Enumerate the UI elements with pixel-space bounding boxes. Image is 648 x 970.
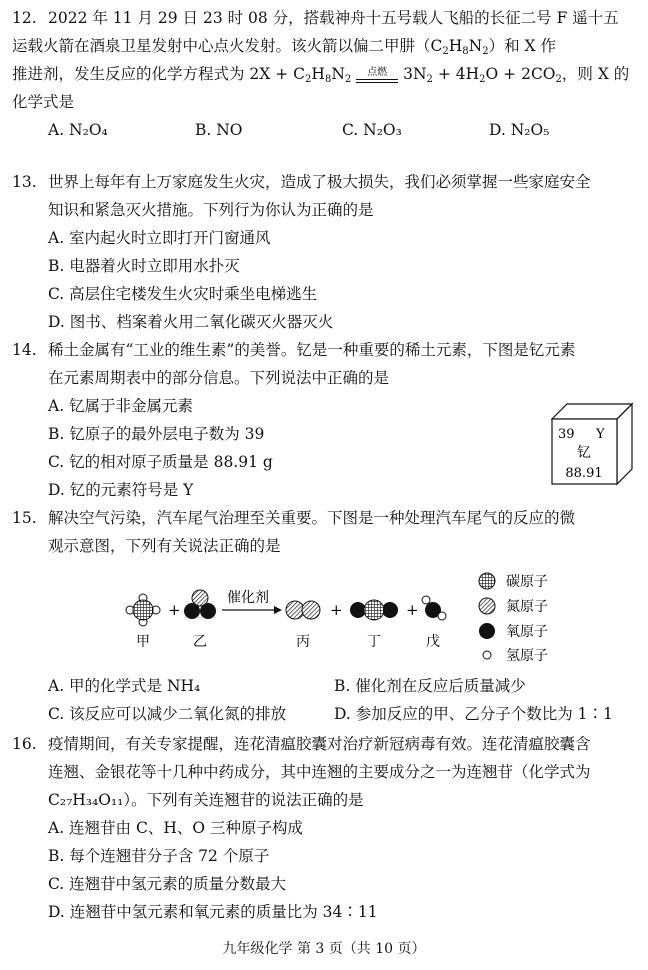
label-ding: 丁 bbox=[367, 634, 381, 650]
legend-hydrogen: 氢原子 bbox=[506, 648, 548, 664]
question-text: 运载火箭在酒泉卫星发射中心点火发射。该火箭以偏二甲肼$(C_2H_8N_2)$和 X 作 bbox=[12, 37, 556, 57]
element-name: 钇 bbox=[577, 445, 591, 461]
question-number: 14. bbox=[12, 341, 37, 359]
plus-sign: + bbox=[406, 601, 419, 619]
question-number: 15. bbox=[12, 509, 37, 527]
plus-sign: + bbox=[330, 601, 343, 619]
question-13 bbox=[12, 168, 636, 336]
question-text: 观示意图，下列有关说法正确的是 bbox=[48, 537, 281, 555]
legend-nitrogen: 氮原子 bbox=[506, 599, 548, 615]
molecule-ding bbox=[350, 600, 398, 650]
legend-carbon: 碳原子 bbox=[506, 574, 548, 590]
question-text: 2022 年 11 月 29 日 23 时 08 分，搭载神舟十五号载人飞船的长征二号 F 遥十五 bbox=[48, 9, 619, 27]
question-text: 解决空气污染，汽车尾气治理至关重要。下图是一种处理汽车尾气的反应的微 bbox=[48, 509, 576, 527]
option-c[interactable]: C. 该反应可以减少二氧化氮的排放 bbox=[48, 705, 287, 723]
question-text: 知识和紧急灭火措施。下列行为你认为正确的是 bbox=[48, 201, 374, 219]
question-text: 稀土金属有“工业的维生素”的美誉。钇是一种重要的稀土元素，下图是钇元素 bbox=[48, 341, 576, 359]
option-a[interactable]: A. 甲的化学式是 NH₄ bbox=[48, 677, 201, 695]
option-b[interactable]: B. NO bbox=[195, 121, 243, 139]
option-c[interactable]: C. N₂O₃ bbox=[342, 121, 402, 139]
question-text: 化学式是 bbox=[12, 93, 75, 111]
label-wu: 戊 bbox=[426, 634, 440, 650]
question-text: 连翘、金银花等十几种中药成分，其中连翘的主要成分之一为连翘苷（化学式为 bbox=[48, 763, 591, 781]
molecule-yi bbox=[184, 590, 216, 650]
question-16 bbox=[12, 730, 636, 926]
question-text: 疫情期间，有关专家提醒，连花清瘟胶囊对治疗新冠病毒有效。连花清瘟胶囊含 bbox=[48, 735, 591, 753]
reaction-condition: 点燃 bbox=[356, 68, 398, 83]
question-15-options bbox=[12, 672, 636, 728]
catalyst-label: 催化剂 bbox=[227, 590, 269, 606]
molecule-jia bbox=[126, 594, 160, 650]
atomic-number: 39 bbox=[558, 427, 575, 442]
reaction-diagram bbox=[110, 568, 640, 674]
option-a[interactable]: A. N₂O₄ bbox=[48, 121, 108, 139]
question-12 bbox=[12, 4, 636, 144]
option-c[interactable]: C. 钇的相对原子质量是 88.91 g bbox=[48, 453, 273, 471]
option-d[interactable]: D. 钇的元素符号是 Y bbox=[48, 481, 194, 499]
option-b[interactable]: B. 催化剂在反应后质量减少 bbox=[334, 677, 526, 695]
label-jia: 甲 bbox=[136, 634, 150, 650]
option-d[interactable]: D. 连翘苷中氢元素和氧元素的质量比为 34∶11 bbox=[48, 903, 378, 921]
molecule-wu bbox=[422, 596, 446, 650]
option-a[interactable]: A. 钇属于非金属元素 bbox=[48, 397, 194, 415]
question-number: 12. bbox=[12, 9, 37, 27]
legend-oxygen: 氧原子 bbox=[506, 624, 548, 640]
atomic-mass: 88.91 bbox=[565, 466, 603, 481]
option-d[interactable]: D. 图书、档案着火用二氧化碳灭火器灭火 bbox=[48, 313, 334, 331]
option-a[interactable]: A. 连翘苷由 C、H、O 三种原子构成 bbox=[48, 819, 303, 837]
option-c[interactable]: C. 高层住宅楼发生火灾时乘坐电梯逃生 bbox=[48, 285, 318, 303]
option-b[interactable]: B. 每个连翘苷分子含 72 个原子 bbox=[48, 847, 270, 865]
element-symbol: Y bbox=[596, 427, 605, 442]
options bbox=[12, 116, 636, 144]
option-c[interactable]: C. 连翘苷中氢元素的质量分数最大 bbox=[48, 875, 287, 893]
question-number: 13. bbox=[12, 173, 37, 191]
option-b[interactable]: B. 钇原子的最外层电子数为 39 bbox=[48, 425, 265, 443]
question-15 bbox=[12, 504, 636, 560]
molecule-bing bbox=[286, 601, 320, 650]
question-number: 16. bbox=[12, 735, 37, 753]
question-text: C₂₇H₃₄O₁₁）。下列有关连翘苷的说法正确的是 bbox=[48, 791, 364, 809]
option-d[interactable]: D. 参加反应的甲、乙分子个数比为 1∶1 bbox=[334, 705, 613, 723]
element-cell-figure bbox=[548, 398, 638, 488]
label-bing: 丙 bbox=[296, 634, 310, 650]
page-footer: 九年级化学 第 3 页（共 10 页） bbox=[222, 941, 426, 957]
plus-sign: + bbox=[168, 601, 181, 619]
option-b[interactable]: B. 电器着火时立即用水扑灭 bbox=[48, 257, 240, 275]
reaction-arrow bbox=[222, 589, 282, 614]
option-a[interactable]: A. 室内起火时立即打开门窗通风 bbox=[48, 229, 271, 247]
option-d[interactable]: D. N₂O₅ bbox=[489, 121, 550, 139]
question-14 bbox=[12, 336, 636, 504]
atom-legend bbox=[479, 573, 548, 664]
question-text: 在元素周期表中的部分信息。下列说法中正确的是 bbox=[48, 369, 390, 387]
chemical-equation: 推进剂，发生反应的化学方程式为 $2X + C_2H_8N_2$ 点燃 $3N_2 + 4H_2O + 2CO_2$，则 X 的 bbox=[12, 65, 630, 85]
label-yi: 乙 bbox=[193, 634, 207, 650]
question-text: 世界上每年有上万家庭发生火灾，造成了极大损失，我们必须掌握一些家庭安全 bbox=[48, 173, 591, 191]
